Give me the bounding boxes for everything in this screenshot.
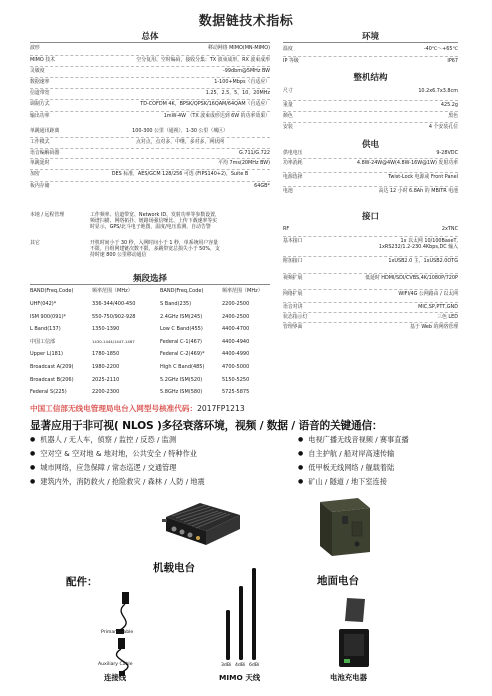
interface-row [283, 314, 458, 322]
page-title: 数据链技术指标 [198, 14, 294, 29]
freq-header-row [30, 287, 275, 295]
spec-value-line: 425.2g [440, 102, 458, 108]
row-divider [283, 236, 458, 237]
power-row [283, 174, 458, 182]
structure-row [283, 102, 458, 110]
overall-row [30, 57, 270, 65]
spec-label: 附加接口 [283, 258, 303, 264]
spec-label: 板内存储 [30, 183, 50, 189]
env-row [283, 46, 458, 54]
spec-value [365, 275, 458, 281]
freq-row [30, 300, 275, 309]
freq-cell: 4400-4700 [222, 326, 250, 333]
ground-radio-illustration [316, 496, 374, 558]
spec-value-line: 10.2x6.7x3.8cm [418, 88, 458, 94]
freq-cell: 2.4GHz ISM(245) [160, 313, 203, 320]
overall-row [30, 79, 270, 87]
battery-illustration [344, 597, 366, 623]
spec-value [379, 188, 458, 194]
row-divider [283, 256, 458, 257]
antennas-illustration [218, 566, 264, 664]
spec-value: 64GB* [254, 183, 270, 189]
env-section-title: 环境 [361, 32, 379, 42]
overall-row [30, 45, 270, 53]
overall-row [30, 128, 270, 136]
row-divider [283, 312, 458, 313]
antenna-gain-4dbi: 4dBi [235, 663, 246, 668]
freq-row [30, 363, 275, 372]
freq-divider [30, 284, 270, 285]
freq-cell: Low C Band(455) [160, 326, 203, 333]
freq-cell: 550-750/902-928 [92, 313, 136, 320]
power-row [283, 188, 458, 196]
spec-label: 波形 [30, 45, 40, 51]
other-row [30, 240, 270, 260]
row-divider [283, 273, 458, 274]
spec-value [424, 46, 458, 52]
antenna-gain-6dbi: 6dBi [249, 663, 260, 668]
structure-row [283, 113, 458, 121]
spec-label: 调制方式 [30, 101, 50, 107]
spec-value-line: 三色 LED [437, 314, 458, 320]
row-divider [30, 77, 270, 78]
spec-label: 颜色 [283, 113, 293, 119]
spec-label: 电池 [283, 188, 293, 194]
certification-text: 中国工信部无线电管理局电台入网型号核准代码： [30, 404, 198, 413]
row-divider [30, 148, 270, 149]
freq-row [30, 338, 275, 347]
charger-illustration [338, 628, 370, 668]
freq-cell: ISM 900(091)* [30, 313, 67, 320]
spec-label: 数据速率 [30, 79, 50, 85]
row-divider [30, 158, 270, 159]
local-management-value [90, 212, 220, 230]
freq-row [30, 313, 275, 322]
spec-value-line: MIC,SP,PTT,GND [418, 304, 458, 310]
spec-value [410, 324, 458, 330]
spec-value-line: 基于 Web 的网络管理 [409, 324, 458, 330]
row-divider [283, 100, 458, 101]
spec-value-line: 2xTNC [441, 226, 458, 232]
freq-cell: 2200-2300 [92, 389, 120, 396]
env-divider [283, 42, 458, 43]
spec-value: 100-300 公里（通视），1-30 公里（城区） [132, 128, 228, 134]
interface-row [283, 238, 458, 253]
freq-header-cell: BAND(Freq,Code) [160, 288, 204, 294]
spec-label: 输出功率 [30, 113, 50, 119]
freq-cell: L Band(137) [30, 326, 61, 333]
freq-cell: 5.2GHz ISM(520) [160, 376, 203, 383]
other-value [90, 240, 220, 258]
spec-value: TD-COFDM 4K，BPSK/QPSK/16QAM/64QAM（自适应） [140, 101, 270, 107]
freq-cell: Federal C-1(467) [160, 338, 202, 345]
row-divider [283, 302, 458, 303]
other-line-3: 持时速 800 公里移动通信 [90, 252, 147, 258]
spec-value [398, 291, 458, 297]
row-divider [283, 158, 458, 159]
spec-label: 信道带宽 [30, 90, 50, 96]
auxiliary-cable-label: Auxiliary Cable [98, 662, 133, 667]
freq-cell: High C Band(485) [160, 364, 205, 370]
freq-cell: Federal C-2(469)* [160, 351, 205, 358]
spec-label: 加密 [30, 171, 40, 177]
overall-section-title: 总体 [141, 32, 159, 42]
spec-value: G.711/G.722 [238, 150, 270, 156]
applications-headline: 显著应用于非可视( NLOS )多径衰落环境，视频 / 数据 / 语音的关键通信： [30, 419, 383, 432]
freq-table [30, 287, 275, 399]
vehicle-radio-illustration [160, 497, 244, 549]
freq-cell: 1430-1444/1447-1467 [92, 338, 135, 344]
row-divider [283, 111, 458, 112]
spec-value-line: 低延时 HDMI/SDI/CVBS,4K/1080P/720P [365, 275, 458, 281]
spec-label: 电源选择 [283, 174, 303, 180]
spec-value [442, 226, 458, 232]
spec-value: -99dbm@5MHz BW [223, 68, 270, 74]
freq-cell: Upper L(181) [30, 351, 63, 358]
row-divider [30, 88, 270, 89]
spec-value: 空分复用、空时编码，接收分集：TX 波束成形，RX 波束成形 [136, 57, 270, 63]
spec-value-line: Twist-Lock 电源或 Front Panel [388, 174, 458, 180]
spec-label: 工作模式 [30, 139, 50, 145]
freq-cell: 336-344/400-450 [92, 301, 136, 307]
certification-code: 2017FP1213 [197, 404, 245, 413]
overall-row [30, 90, 270, 98]
freq-cell: UHF(042)* [30, 301, 57, 307]
interface-row [283, 226, 458, 234]
charger-image [338, 628, 370, 668]
interface-row [283, 324, 458, 332]
antenna-gain-3dbi: 3dBi [221, 663, 232, 668]
spec-label: 单跳通讯距离 [30, 128, 60, 134]
overall-divider [30, 42, 270, 43]
application-item: ● 建筑内外，消防救火 / 抢险救灾 / 森林 / 人防 / 地震 [30, 477, 205, 487]
spec-value [441, 102, 458, 108]
spec-value: 平均 7ms(20MHz BW) [218, 160, 270, 166]
row-divider [30, 137, 270, 138]
power-row [283, 150, 458, 158]
spec-label: 语音编解码器 [30, 150, 60, 156]
row-divider [30, 55, 270, 56]
spec-value [437, 314, 458, 320]
spec-value-line: WIFI/4G 公网路由 / 以太网 [398, 291, 458, 297]
interface-row [283, 291, 458, 299]
spec-value: 1-100+Mbps（自适应） [214, 79, 270, 85]
application-item: ● 矿山 / 隧道 / 地下室连接 [298, 477, 387, 487]
freq-row [30, 376, 275, 385]
freq-cell: S Band(235) [160, 301, 192, 307]
spec-value: DES 标准，AES/GCM 128/256 可选 (FIPS140+2)，Suite B [111, 171, 249, 177]
overall-row [30, 150, 270, 158]
other-line-2: 不限，自组网建链次数不限，多跳带宽总损失小于 50%，支 [90, 246, 220, 252]
row-divider [30, 169, 270, 170]
overall-row [30, 183, 270, 191]
application-item: ● 空对空 & 空对地 & 地对地，公共安全 / 特种作业 [30, 449, 197, 459]
spec-value [436, 150, 458, 156]
ground-radio-label: 地面电台 [317, 575, 359, 587]
local-line-1: 工作频率、信道带宽、Network ID、发射功率等参数设置， [90, 212, 220, 218]
spec-label: MIMO 技术 [30, 57, 56, 63]
spec-value: 移动网络 MIMO(MN-MIMO) [207, 45, 270, 51]
row-divider [30, 99, 270, 100]
spec-label: RF [283, 226, 290, 232]
local-management-label: 本地 / 远程管理 [30, 212, 65, 218]
row-divider [30, 66, 270, 67]
other-label: 其它 [30, 240, 40, 246]
freq-cell: 1350-1390 [92, 326, 120, 333]
spec-label: 安装 [283, 124, 293, 130]
application-item: ● 自主护航 / 船对岸高速传输 [298, 449, 394, 459]
spec-label: 状态指示灯 [283, 314, 308, 320]
spec-value: 1.25，2.5，5，10，20MHz [205, 90, 270, 96]
freq-cell: 5.8GHz ISM(580) [160, 389, 203, 396]
spec-label: 基本接口 [283, 238, 303, 244]
spec-value [388, 174, 458, 180]
overall-row [30, 171, 270, 179]
freq-cell: 1980-2200 [92, 364, 120, 370]
freq-cell: 4400-4990 [222, 351, 250, 358]
freq-row [30, 350, 275, 359]
row-divider [30, 111, 270, 112]
structure-section-title: 整机结构 [353, 73, 388, 83]
overall-row [30, 113, 270, 121]
row-divider [30, 181, 270, 182]
spec-value [418, 304, 458, 310]
row-divider [283, 172, 458, 173]
env-row [283, 58, 458, 66]
spec-value-line: IP67 [447, 58, 458, 64]
spec-value [429, 124, 458, 130]
overall-row [30, 139, 270, 147]
freq-cell: 5725-5875 [222, 389, 250, 396]
row-divider [283, 186, 458, 187]
application-item: ● 低甲板无线网络 / 舰载着陆 [298, 463, 394, 473]
spec-value-line: 4.8W-24W@4W(4.8W-16W@1W) 发射功率 [356, 160, 458, 166]
ground-radio-image [316, 496, 374, 558]
freq-cell: 4400-4940 [222, 338, 250, 345]
application-item: ● 城市网络，应急保障 / 常态巡逻 / 交通管理 [30, 463, 176, 473]
spec-value-line: 高达 12 小时 6.8Ah 的 MBITR 电池 [378, 188, 458, 194]
freq-cell: 2200-2500 [222, 301, 250, 307]
spec-value [447, 58, 458, 64]
spec-label: 管理界面 [283, 324, 303, 330]
vehicle-radio-label: 机载电台 [153, 562, 195, 574]
spec-value-line: -40℃～+65℃ [423, 46, 458, 52]
local-line-3: 时显示，GPS/北斗电子地图，温度/电压监测，自动告警 [90, 224, 211, 230]
structure-row [283, 124, 458, 132]
row-divider [283, 56, 458, 57]
spec-label: 供电电压 [283, 150, 303, 156]
spec-label: 温度 [283, 46, 293, 52]
spec-value-line: 1xRS232/1.2-230.4Kbps,DC 输入 [378, 244, 458, 250]
other-line-1: 开机时间小于 30 秒，入网时间小于 1 秒，单系统用户容量 [90, 240, 219, 246]
row-divider [283, 122, 458, 123]
spec-label: 网络扩展 [283, 291, 303, 297]
battery-image [344, 597, 366, 623]
spec-label: 单跳延时 [30, 160, 50, 166]
freq-cell: 2400-2500 [222, 313, 250, 320]
row-divider [283, 322, 458, 323]
freq-cell: 1780-1850 [92, 351, 120, 358]
interface-row [283, 258, 458, 266]
power-section-title: 供电 [361, 140, 379, 150]
freq-cell: 中国工信部 [30, 338, 56, 345]
spec-label: 语音对讲 [283, 304, 303, 310]
spec-value-line: 黑色 [448, 113, 458, 119]
structure-row [283, 88, 458, 96]
freq-header-cell: 频率范围（MHz） [222, 288, 263, 294]
spec-label: IP 等级 [283, 58, 299, 64]
antennas-image [218, 566, 264, 664]
freq-header-cell: BAND(Freq,Code) [30, 288, 74, 294]
spec-value [448, 113, 458, 119]
row-divider [283, 289, 458, 290]
freq-cell: 4700-5000 [222, 364, 250, 370]
primary-cable-label: Primary Cable [101, 630, 134, 635]
freq-cell: 2025-2110 [92, 376, 120, 383]
spec-label: 灵敏度 [30, 68, 45, 74]
spec-value [388, 258, 458, 264]
spec-value-line: 4 个安装孔位 [428, 124, 458, 130]
overall-row [30, 68, 270, 76]
freq-cell: Federal S(225) [30, 389, 67, 396]
freq-cell: Broadcast A(209) [30, 364, 74, 370]
freq-row [30, 388, 275, 397]
freq-cell: Broadcast B(206) [30, 376, 74, 383]
freq-section-title: 频段选择 [132, 274, 167, 284]
interface-row [283, 275, 458, 283]
spec-value-line: 9-28VDC [436, 150, 458, 156]
accessories-label: 配件： [66, 576, 98, 588]
cable-caption: 连接线 [104, 673, 127, 682]
local-management-row [30, 212, 270, 232]
freq-cell: 5150-5250 [222, 376, 250, 383]
interface-row [283, 304, 458, 312]
application-item: ● 电视广播无线音视频 / 赛事直播 [298, 435, 409, 445]
spec-value-line: 1x 以太网 10/100BaseT, [400, 238, 458, 244]
spec-label: 视频扩展 [283, 275, 303, 281]
overall-row [30, 160, 270, 168]
spec-value [379, 238, 458, 250]
charger-caption: 电池充电器 [330, 673, 367, 682]
spec-value: 1mW-4W （TX 波束成形达到 6W 的功率效果） [163, 113, 270, 119]
vehicle-radio-image [160, 497, 244, 549]
spec-value [418, 88, 458, 94]
freq-header-cell: 频率范围（MHz） [92, 288, 133, 294]
freq-row [30, 325, 275, 334]
spec-value [357, 160, 458, 166]
certification-line [30, 403, 245, 414]
spec-label: 重量 [283, 102, 293, 108]
local-line-2: 频谱扫描、网络拓扑、链路场强信噪比、上传下载速率等实 [90, 218, 218, 224]
spec-value-line: 1xUSB2.0 主，1xUSB2.0OTG [388, 258, 458, 264]
antenna-caption: MIMO 天线 [219, 673, 261, 682]
overall-row [30, 101, 270, 109]
spec-label: 功率消耗 [283, 160, 303, 166]
application-item: ● 机器人 / 无人车，侦察 / 监控 / 反恐 / 监测 [30, 435, 176, 445]
interface-section-title: 接口 [361, 212, 379, 222]
power-row [283, 160, 458, 168]
spec-value: 点对点，点对多，中继，多对多，网状网 [135, 139, 225, 145]
spec-label: 尺寸 [283, 88, 293, 94]
